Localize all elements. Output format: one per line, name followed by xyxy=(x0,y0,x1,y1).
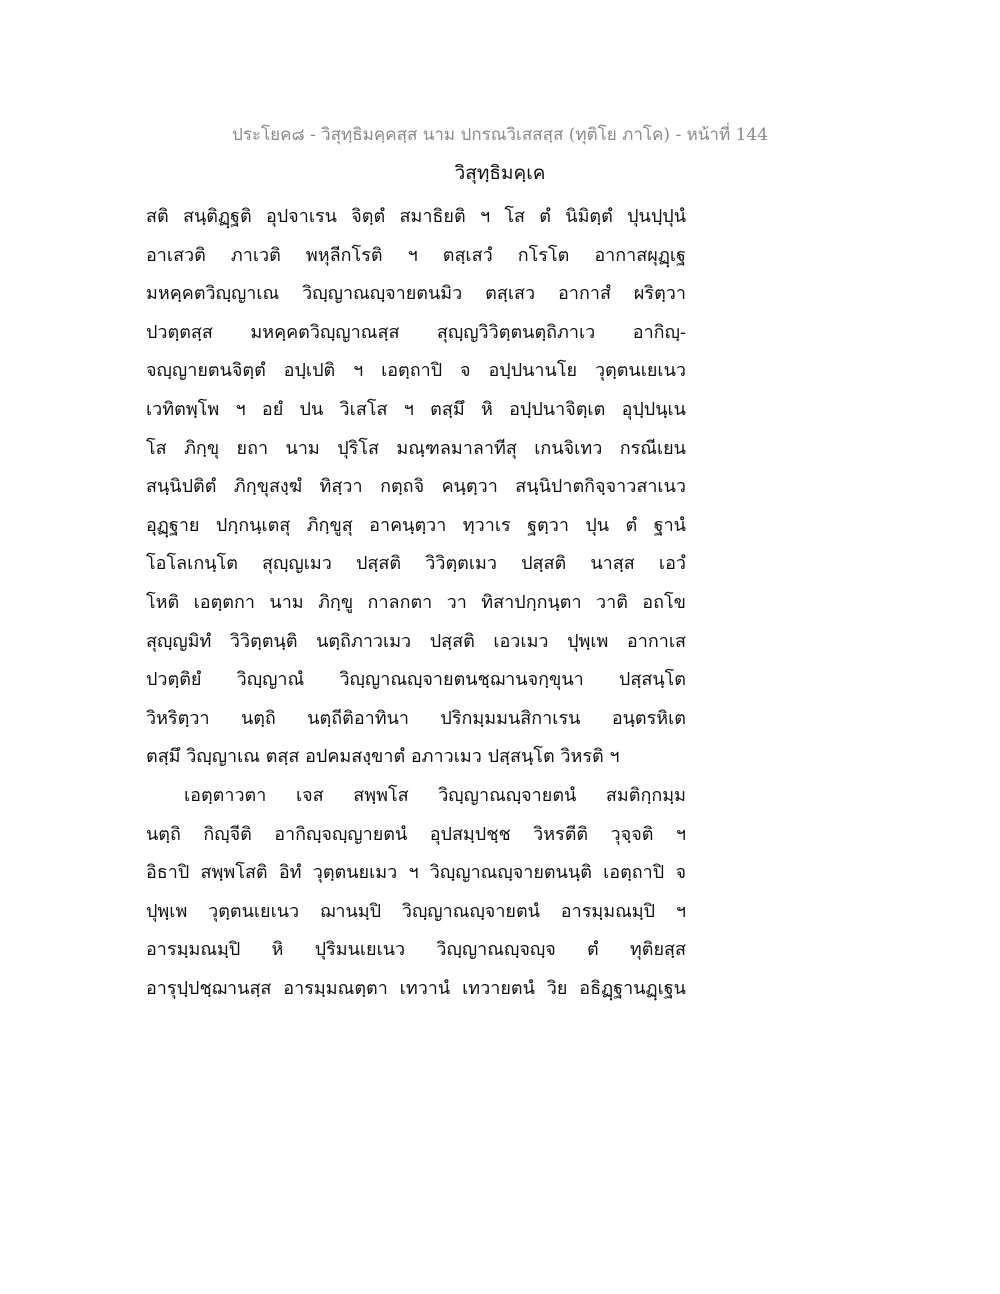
text-line: อารมฺมณมฺปิ หิ ปุริมนเยเนว วิญฺญาณญฺจญฺจ ตํ ทุติยสฺส xyxy=(146,939,686,961)
text-line: ปุพฺเพ วุตฺตนเยเนว ฌานมฺปิ วิญฺญาณญฺจายตนํ อารมฺมณมฺปิ ฯ xyxy=(146,900,686,922)
text-line: โส ภิกฺขุ ยถา นาม ปุริโส มณฺฑลมาลาทีสุ เกนจิเทว กรณีเยน xyxy=(146,437,686,459)
text-line: ปวตฺติยํ วิญฺญาณํ วิญฺญาณญฺจายตนชฺฌานจกฺขุนา ปสฺสนฺโต xyxy=(146,669,686,691)
page-title: วิสุทฺธิมคฺเค xyxy=(454,162,546,184)
text-line: อิธาปิ สพฺพโสติ อิทํ วุตฺตนยเมว ฯ วิญฺญาณญฺจายตนนฺติ เอตฺถาปิ จ xyxy=(146,862,686,884)
paragraph-first-line: เอตฺตาวตา เจส สพฺพโส วิญฺญาณญฺจายตนํ สมติกฺกมฺม xyxy=(184,784,686,806)
text-line: สุญฺญมิทํ วิวิตฺตนฺติ นตฺถิภาวเมว ปสฺสติ เอวเมว ปุพฺเพ อากาเส xyxy=(146,630,686,652)
running-header: ประโยค๘ - วิสุทฺธิมคฺคสฺส นาม ปกรณวิเสสสฺส (ทุติโย ภาโค) - หน้าที่ 144 xyxy=(231,125,769,145)
text-line: อาเสวติ ภาเวติ พหุลีกโรติ ฯ ตสฺเสวํ กโรโต อากาสผุฏฺเฐ xyxy=(146,244,686,266)
text-line: มหคฺคตวิญฺญาเณ วิญฺญาณญฺจายตนมิว ตสฺเสว อากาสํ ผริตฺวา xyxy=(146,283,686,305)
body-text xyxy=(146,198,686,1008)
text-line: วิหริตฺวา นตฺถิ นตฺถีติอาทินา ปริกมฺมมนสิกาเรน อนฺตรหิเต xyxy=(146,707,686,729)
text-line: โอโลเกนฺโต สุญฺญเมว ปสฺสติ วิวิตฺตเมว ปสฺสติ นาสฺส เอวํ xyxy=(146,553,686,575)
text-line: โหติ เอตฺตกา นาม ภิกฺขู กาลกตา วา ทิสาปกฺกนฺตา วาติ อถโข xyxy=(146,591,686,613)
text-line: สนฺนิปติตํ ภิกฺขุสงฺฆํ ทิสฺวา กตฺถจิ คนฺตฺวา สนฺนิปาตกิจฺจาวสาเนว xyxy=(146,476,686,498)
text-line: สติ สนฺติฏฺฐติ อุปจาเรน จิตฺตํ สมาธิยติ ฯ โส ตํ นิมิตฺตํ ปุนปฺปุนํ xyxy=(146,206,686,227)
text-line: ปวตฺตสฺส มหคฺคตวิญฺญาณสฺส สุญฺญวิวิตฺตนตฺถิภาเว อากิญฺ- xyxy=(146,321,686,343)
paragraph-end-line: ตสฺมึ วิญฺญาเณ ตสฺส อปคมสงฺขาตํ อภาวเมว ปสฺสนฺโต วิหรติ ฯ xyxy=(146,746,620,768)
text-line: อุฏฺฐาย ปกฺกนฺเตสุ ภิกฺขูสุ อาคนฺตฺวา ทฺวาเร ฐตฺวา ปุน ตํ ฐานํ xyxy=(146,514,686,536)
text-line: จญฺญายตนจิตฺตํ อปฺเปติ ฯ เอตฺถาปิ จ อปฺปนานโย วุตฺตนเยเนว xyxy=(146,360,686,382)
text-line: อารุปฺปชฺฌานสฺส อารมฺมณตฺตา เทวานํ เทวายตนํ วิย อธิฏฺฐานฏฺเฐน xyxy=(146,977,686,999)
text-line: นตฺถิ กิญฺจีติ อากิญฺจญฺญายตนํ อุปสมฺปชฺช วิหรตีติ วุจฺจติ ฯ xyxy=(146,823,686,845)
text-line: เวทิตพฺโพ ฯ อยํ ปน วิเสโส ฯ ตสฺมึ หิ อปฺปนาจิตฺเต อุปฺปนฺเน xyxy=(146,398,686,420)
